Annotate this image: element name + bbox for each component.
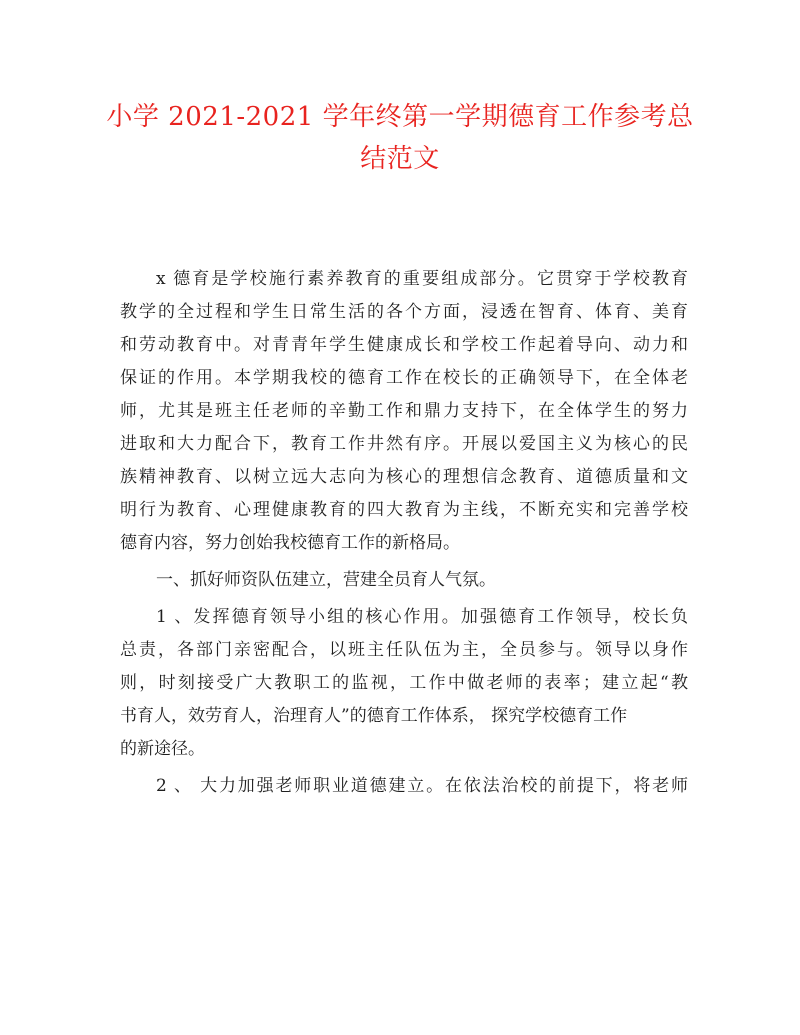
paragraph-item-2 <box>120 770 688 803</box>
paragraph-line: 总责，各部门亲密配合，以班主任队伍为主，全员参与。领导以身作 <box>120 640 688 660</box>
paragraph-line: 师，尤其是班主任老师的辛勤工作和鼎力支持下，在全体学生的努力 <box>120 401 688 421</box>
paragraph-item-1 <box>120 601 688 766</box>
paragraph-line: 教学的全过程和学生日常生活的各个方面，浸透在智育、体育、美育 <box>120 302 688 322</box>
paragraph-line: 明行为教育、心理健康教育的四大教育为主线，不断充实和完善学校 <box>120 500 688 520</box>
paragraph-line: 的新途径。 <box>120 739 205 759</box>
paragraph-intro <box>120 263 688 560</box>
paragraph-line: x 德育是学校施行素养教育的重要组成部分。它贯穿于学校教育 <box>156 269 688 289</box>
title-line-1: 小学 2021-2021 学年终第一学期德育工作参考总 <box>106 102 694 132</box>
paragraph-line: 2 、 大力加强老师职业道德建立。在依法治校的前提下，将老师 <box>156 776 688 796</box>
paragraph-line: 德育内容，努力创始我校德育工作的新格局。 <box>120 533 460 553</box>
document-title <box>100 96 700 180</box>
paragraph-line: 则，时刻接受广大教职工的监视，工作中做老师的表率；建立起“教 <box>120 673 688 693</box>
paragraph-line: 进取和大力配合下，教育工作井然有序。开展以爱国主义为核心的民 <box>120 434 688 454</box>
paragraph-line: 保证的作用。本学期我校的德育工作在校长的正确领导下，在全体老 <box>120 368 688 388</box>
document-body <box>120 263 688 803</box>
paragraph-line: 书育人，效劳育人，治理育人”的德育工作体系， 探究学校德育工作 <box>120 706 628 726</box>
paragraph-line: 族精神教育、以树立远大志向为核心的理想信念教育、道德质量和文 <box>120 467 688 487</box>
section-heading-text: 一、抓好师资队伍建立，营建全员育人气氛。 <box>156 570 496 590</box>
paragraph-line: 1 、发挥德育领导小组的核心作用。加强德育工作领导，校长负 <box>156 607 688 627</box>
title-line-2: 结范文 <box>360 144 440 174</box>
paragraph-line: 和劳动教育中。对青青年学生健康成长和学校工作起着导向、动力和 <box>120 335 688 355</box>
section-heading-1 <box>120 564 688 597</box>
